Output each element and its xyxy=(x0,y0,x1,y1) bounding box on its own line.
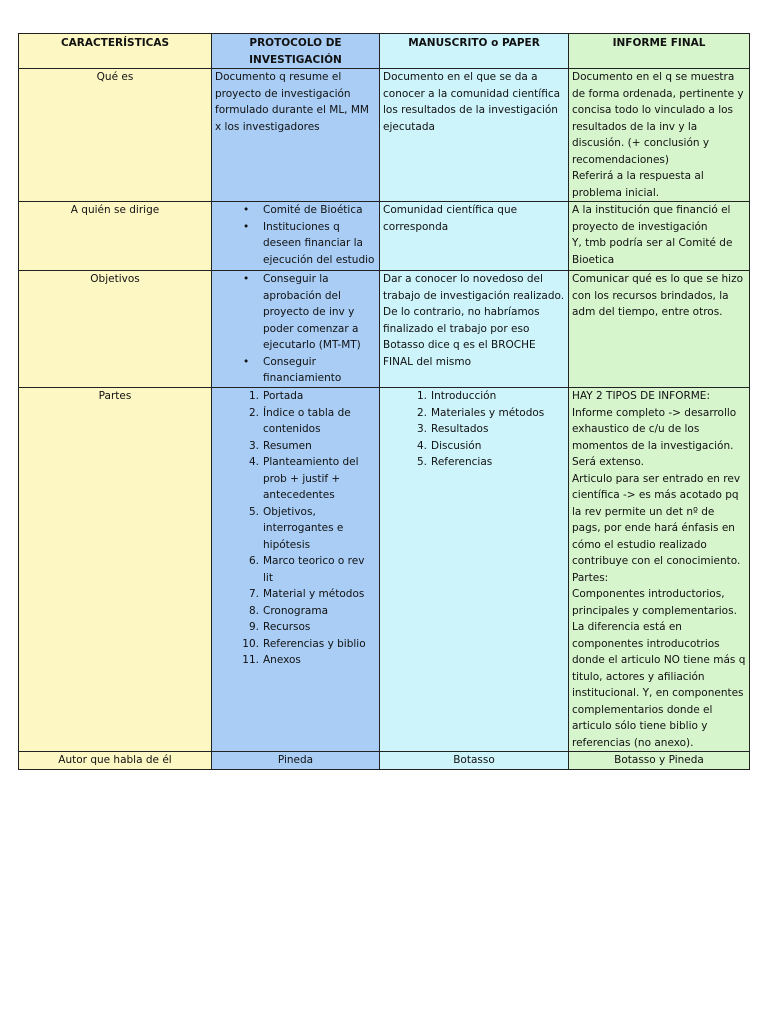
row-a-quien xyxy=(19,202,750,271)
cell-objetivos-manuscrito: Dar a conocer lo novedoso del trabajo de investigación realizado. De lo contrario, no habríamos finalizado el trabajo por eso Botasso dice q es el BROCHE FINAL del mismo xyxy=(380,271,569,388)
item-number: 1. xyxy=(248,390,259,402)
text-line: A la institución que financió el proyecto de investigación xyxy=(572,204,731,233)
item-text: Referencias y biblio xyxy=(263,637,366,650)
cell-que-es-informe xyxy=(569,69,750,202)
item-text: Resumen xyxy=(263,439,312,452)
item-number: 4. xyxy=(248,456,259,468)
cell-partes-protocolo xyxy=(212,388,380,752)
item-number: 10. xyxy=(242,637,259,650)
list-item xyxy=(215,405,376,438)
list-item xyxy=(215,438,376,455)
comparison-table xyxy=(18,33,750,770)
item-number: 3. xyxy=(416,423,427,435)
cell-a-quien-protocolo xyxy=(212,202,380,271)
text-line: Partes: xyxy=(572,571,609,584)
header-manuscrito: MANUSCRITO o PAPER xyxy=(380,34,569,69)
item-number: 4. xyxy=(416,439,427,452)
cell-autor-informe: Botasso y Pineda xyxy=(569,752,750,770)
item-text: Objetivos, interrogantes e hipótesis xyxy=(263,505,344,551)
item-text: Recursos xyxy=(263,621,311,633)
item-text: Introducción xyxy=(431,390,497,402)
item-text: Referencias xyxy=(431,456,493,468)
text-line: Articulo para ser entrado en rev científica -> es más acotado pq la rev permite un det nº de pags, por ende hará énfasis en cómo el estudio realizado contribuye con el conocimiento. xyxy=(572,472,741,567)
bullet-list xyxy=(215,271,376,387)
cell-que-es-manuscrito: Documento en el que se da a conocer a la comunidad científica los resultados de la investigación ejecutada xyxy=(380,69,569,202)
cell-que-es-protocolo: Documento q resume el proyecto de investigación formulado durante el ML, MM x los investigadores xyxy=(212,69,380,202)
cell-partes-manuscrito xyxy=(380,388,569,752)
list-item: • Conseguir financiamiento xyxy=(215,354,376,387)
text-line: La diferencia está en componentes introducotrios donde el articulo NO tiene más q titulo, actores y afiliación institucional. Y, en componentes complementarios donde el articulo sólo tiene biblio y referencias (no anexo). xyxy=(572,621,746,749)
list-item xyxy=(215,603,376,620)
bullet-list xyxy=(215,202,376,268)
numbered-list-manuscrito xyxy=(383,388,565,471)
label-a-quien: A quién se dirige xyxy=(19,202,212,271)
item-number: 8. xyxy=(248,604,259,617)
cell-partes-informe xyxy=(569,388,750,752)
item-number: 5. xyxy=(248,505,259,518)
cell-autor-manuscrito: Botasso xyxy=(380,752,569,770)
item-text: Índice o tabla de contenidos xyxy=(263,406,351,435)
item-number: 3. xyxy=(248,439,259,452)
item-number: 7. xyxy=(248,588,259,600)
item-text: Materiales y métodos xyxy=(431,406,545,419)
header-protocolo: PROTOCOLO DE INVESTIGACIÓN xyxy=(212,34,380,69)
header-caracteristicas: CARACTERÍSTICAS xyxy=(19,34,212,69)
cell-a-quien-manuscrito: Comunidad científica que corresponda xyxy=(380,202,569,271)
list-item xyxy=(383,438,565,455)
item-text: Portada xyxy=(263,390,304,402)
list-item: • Instituciones q deseen financiar la ejecución del estudio xyxy=(215,219,376,269)
item-text: Anexos xyxy=(263,654,301,666)
list-item xyxy=(383,405,565,422)
item-text: Planteamiento del prob + justif + antecedentes xyxy=(263,456,359,501)
item-text: Material y métodos xyxy=(263,588,365,600)
list-item xyxy=(215,652,376,669)
list-item: • Comité de Bioética xyxy=(215,202,376,219)
text-line: HAY 2 TIPOS DE INFORME: xyxy=(572,390,710,402)
list-item xyxy=(215,619,376,636)
list-item: • Conseguir la aprobación del proyecto de inv y poder comenzar a ejecutarlo (MT-MT) xyxy=(215,271,376,354)
header-row xyxy=(19,34,750,69)
text-line: Referirá a la respuesta al problema inicial. xyxy=(572,170,704,199)
label-partes: Partes xyxy=(19,388,212,752)
item-number: 6. xyxy=(248,555,259,567)
item-number: 1. xyxy=(416,390,427,402)
list-item xyxy=(215,636,376,653)
list-item xyxy=(383,421,565,438)
item-number: 11. xyxy=(242,654,259,666)
row-autor xyxy=(19,752,750,770)
list-item xyxy=(215,504,376,554)
list-item xyxy=(215,553,376,586)
row-que-es xyxy=(19,69,750,202)
item-text: Discusión xyxy=(431,439,482,452)
label-que-es: Qué es xyxy=(19,69,212,202)
text-line: Componentes introductorios, principales y complementarios. xyxy=(572,588,737,617)
list-item xyxy=(215,586,376,603)
text-line: Informe completo -> desarrollo exhaustico de c/u de los momentos de la investigación. Será extenso. xyxy=(572,406,737,468)
numbered-list-protocolo xyxy=(215,388,376,669)
cell-autor-protocolo: Pineda xyxy=(212,752,380,770)
label-autor: Autor que habla de él xyxy=(19,752,212,770)
row-objetivos xyxy=(19,271,750,388)
item-number: 9. xyxy=(248,621,259,633)
list-item xyxy=(215,454,376,504)
row-partes xyxy=(19,388,750,752)
item-number: 2. xyxy=(416,406,427,419)
item-number: 5. xyxy=(416,456,427,468)
list-item xyxy=(215,388,376,405)
cell-objetivos-protocolo xyxy=(212,271,380,388)
header-informe: INFORME FINAL xyxy=(569,34,750,69)
list-item xyxy=(383,388,565,405)
item-text: Cronograma xyxy=(263,604,328,617)
item-text: Resultados xyxy=(431,423,489,435)
cell-objetivos-informe: Comunicar qué es lo que se hizo con los recursos brindados, la adm del tiempo, entre otros. xyxy=(569,271,750,388)
item-text: Marco teorico o rev lit xyxy=(263,555,365,584)
list-item xyxy=(383,454,565,471)
text-line: Y, tmb podría ser al Comité de Bioetica xyxy=(572,237,733,266)
label-objetivos: Objetivos xyxy=(19,271,212,388)
cell-a-quien-informe xyxy=(569,202,750,271)
item-number: 2. xyxy=(248,406,259,419)
text-line: Documento en el q se muestra de forma ordenada, pertinente y concisa todo lo vinculado a los resultados de la inv y la discusión. (+ conclusión y recomendaciones) xyxy=(572,71,744,166)
